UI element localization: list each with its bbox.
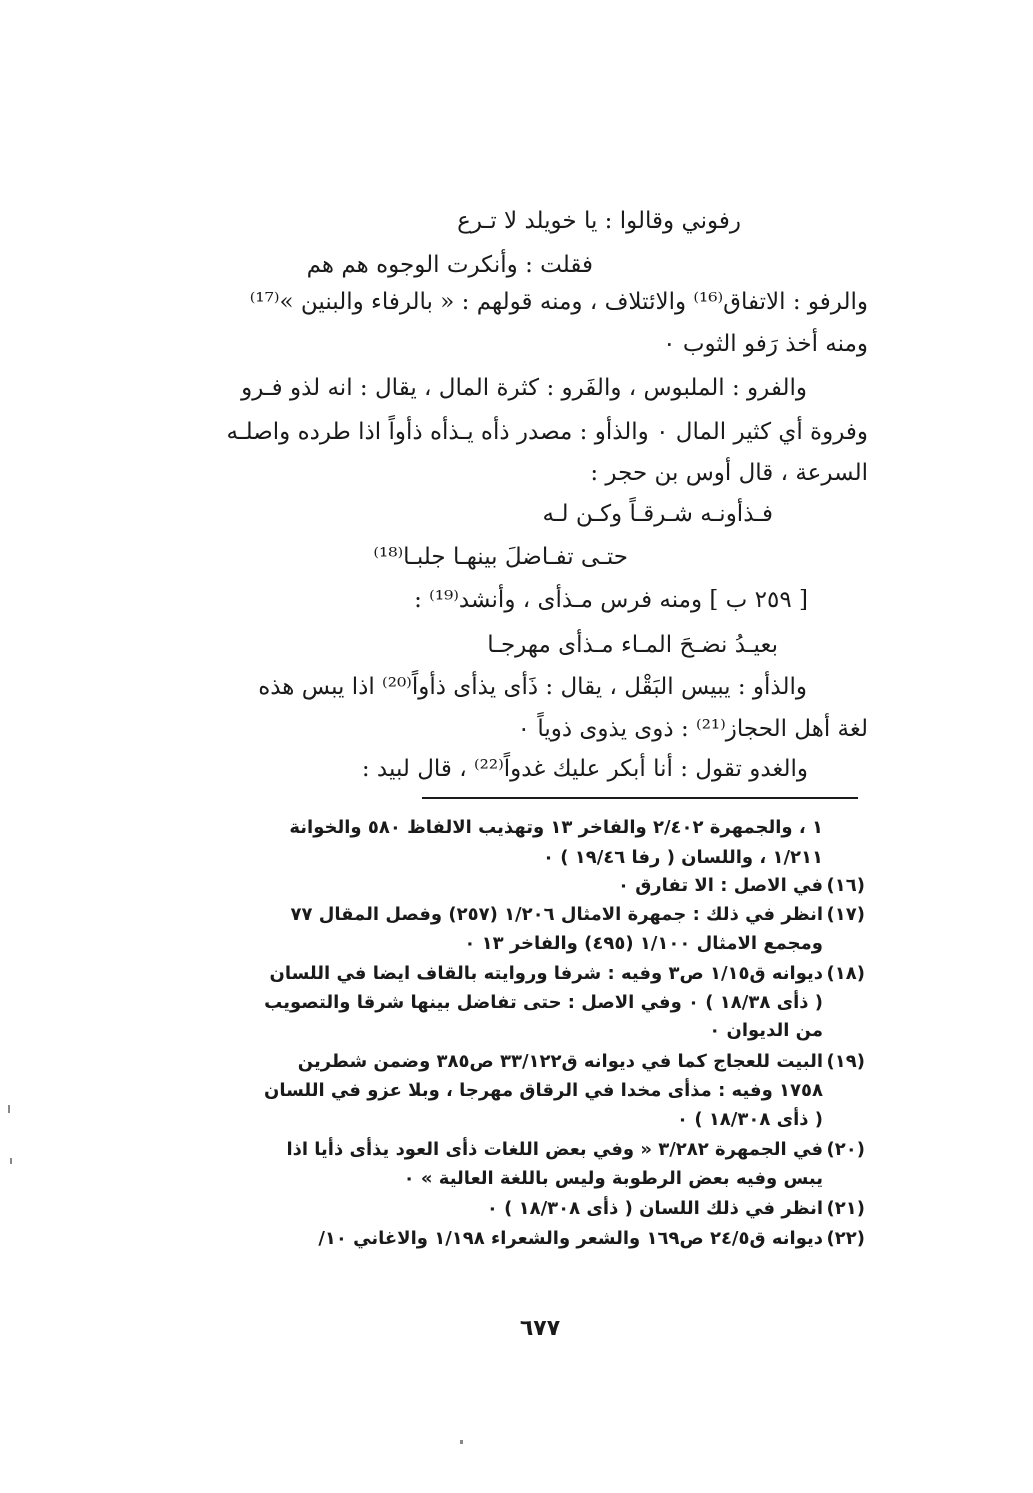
footnote-number-22: (٢٢)	[826, 1228, 865, 1249]
footnote-number-17: (١٧)	[826, 904, 865, 925]
scan-speck	[460, 1440, 463, 1444]
footnote-21-line-1: انظر في ذلك اللسان ( ذأى ١٨/٣٠٨ ) ٠	[486, 1198, 823, 1219]
footnote-19-line-3: ( ذأى ١٨/٣٠٨ ) ٠	[677, 1109, 823, 1130]
body-line-13: لغة أهل الحجاز⁽²¹⁾ : ذوى يذوى ذوياً ٠	[517, 716, 868, 742]
body-line-10: [ ٢٥٩ ب ] ومنه فرس مـذأى ، وأنشد⁽¹⁹⁾ :	[414, 587, 808, 613]
footnote-22-line-1: ديوانه ق٢٤/٥ ص١٦٩ والشعر والشعراء ١/١٩٨ والاغاني ١٠/	[318, 1228, 823, 1249]
footnote-20-line-2: يبس وفيه بعض الرطوبة وليس باللغة العالية » ٠	[403, 1168, 823, 1189]
body-line-2: فقلت : وأنكرت الوجوه هم هم	[306, 252, 593, 278]
footnote-18-line-2: ( ذأى ١٨/٣٨ ) ٠ وفي الاصل : حتى تفاضل بينها شرقا والتصويب	[264, 992, 823, 1013]
footnote-continuation-line-2: ١/٢١١ ، واللسان ( رفا ١٩/٤٦ ) ٠	[542, 847, 823, 868]
footnote-separator	[422, 797, 858, 799]
body-line-12: والذأو : يبيس البَقْل ، يقال : ذَأى يذأى ذأواً⁽²⁰⁾ اذا يبس هذه	[258, 674, 807, 700]
page-number: ٦٧٧	[519, 1316, 561, 1341]
body-line-5: والفرو : الملبوس ، والفَرو : كثرة المال ، يقال : انه لذو فـرو	[241, 375, 807, 401]
footnote-number-16: (١٦)	[826, 875, 865, 896]
footnote-16-line-1: في الاصل : الا تفارق ٠	[617, 875, 823, 896]
body-line-7: السرعة ، قال أوس بن حجر :	[590, 460, 868, 486]
body-line-1: رفوني وقالوا : يا خويلد لا تـرع	[457, 208, 741, 234]
body-line-6: وفروة أي كثير المال ٠ والذأو : مصدر ذأه يـذأه ذأواً اذا طرده واصلـه	[226, 419, 868, 445]
footnote-20-line-1: في الجمهرة ٣/٢٨٢ « وفي بعض اللغات ذأى العود يذأى ذأيا اذا	[286, 1139, 823, 1160]
scan-speck	[10, 1158, 12, 1164]
footnote-number-20: (٢٠)	[826, 1139, 865, 1160]
footnote-number-18: (١٨)	[826, 963, 865, 984]
body-line-9: حتـى تفـاضلَ بينهـا جلبـا⁽¹⁸⁾	[373, 544, 628, 570]
body-line-3: والرفو : الاتفاق⁽¹⁶⁾ والائتلاف ، ومنه قولهم : « بالرفاء والبنين »⁽¹⁷⁾	[249, 289, 868, 315]
footnote-number-21: (٢١)	[826, 1198, 865, 1219]
footnote-number-19: (١٩)	[826, 1051, 865, 1072]
footnote-continuation-line-1: ١ ، والجمهرة ٢/٤٠٢ والفاخر ١٣ وتهذيب الالفاظ ٥٨٠ والخوانة	[289, 817, 823, 838]
body-line-4: ومنه أخذ رَفو الثوب ٠	[663, 331, 868, 357]
footnote-17-line-2: ومجمع الامثال ١/١٠٠ (٤٩٥) والفاخر ١٣ ٠	[464, 933, 823, 954]
scan-speck	[8, 1105, 10, 1113]
footnote-19-line-1: البيت للعجاج كما في ديوانه ق٣٣/١٢٢ ص٣٨٥ وضمن شطرين	[297, 1051, 823, 1072]
body-line-14: والغدو تقول : أنا أبكر عليك غدواً⁽²²⁾ ، قال لبيد :	[361, 756, 808, 782]
body-line-11: بعيـدُ نضـحَ المـاء مـذأى مهرجـا	[487, 632, 778, 658]
footnote-18-line-1: ديوانه ق١/١٥ ص٣ وفيه : شرفا وروايته بالقاف ايضا في اللسان	[269, 963, 823, 984]
footnote-17-line-1: انظر في ذلك : جمهرة الامثال ١/٢٠٦ (٢٥٧) وفصل المقال ٧٧	[290, 904, 823, 925]
body-line-8: فـذأونـه شـرقـاً وكـن لـه	[542, 501, 773, 527]
footnote-19-line-2: ١٧٥٨ وفيه : مذأى مخدا في الرقاق مهرجا ، وبلا عزو في اللسان	[263, 1080, 823, 1101]
footnote-18-line-3: من الديوان ٠	[709, 1020, 823, 1041]
